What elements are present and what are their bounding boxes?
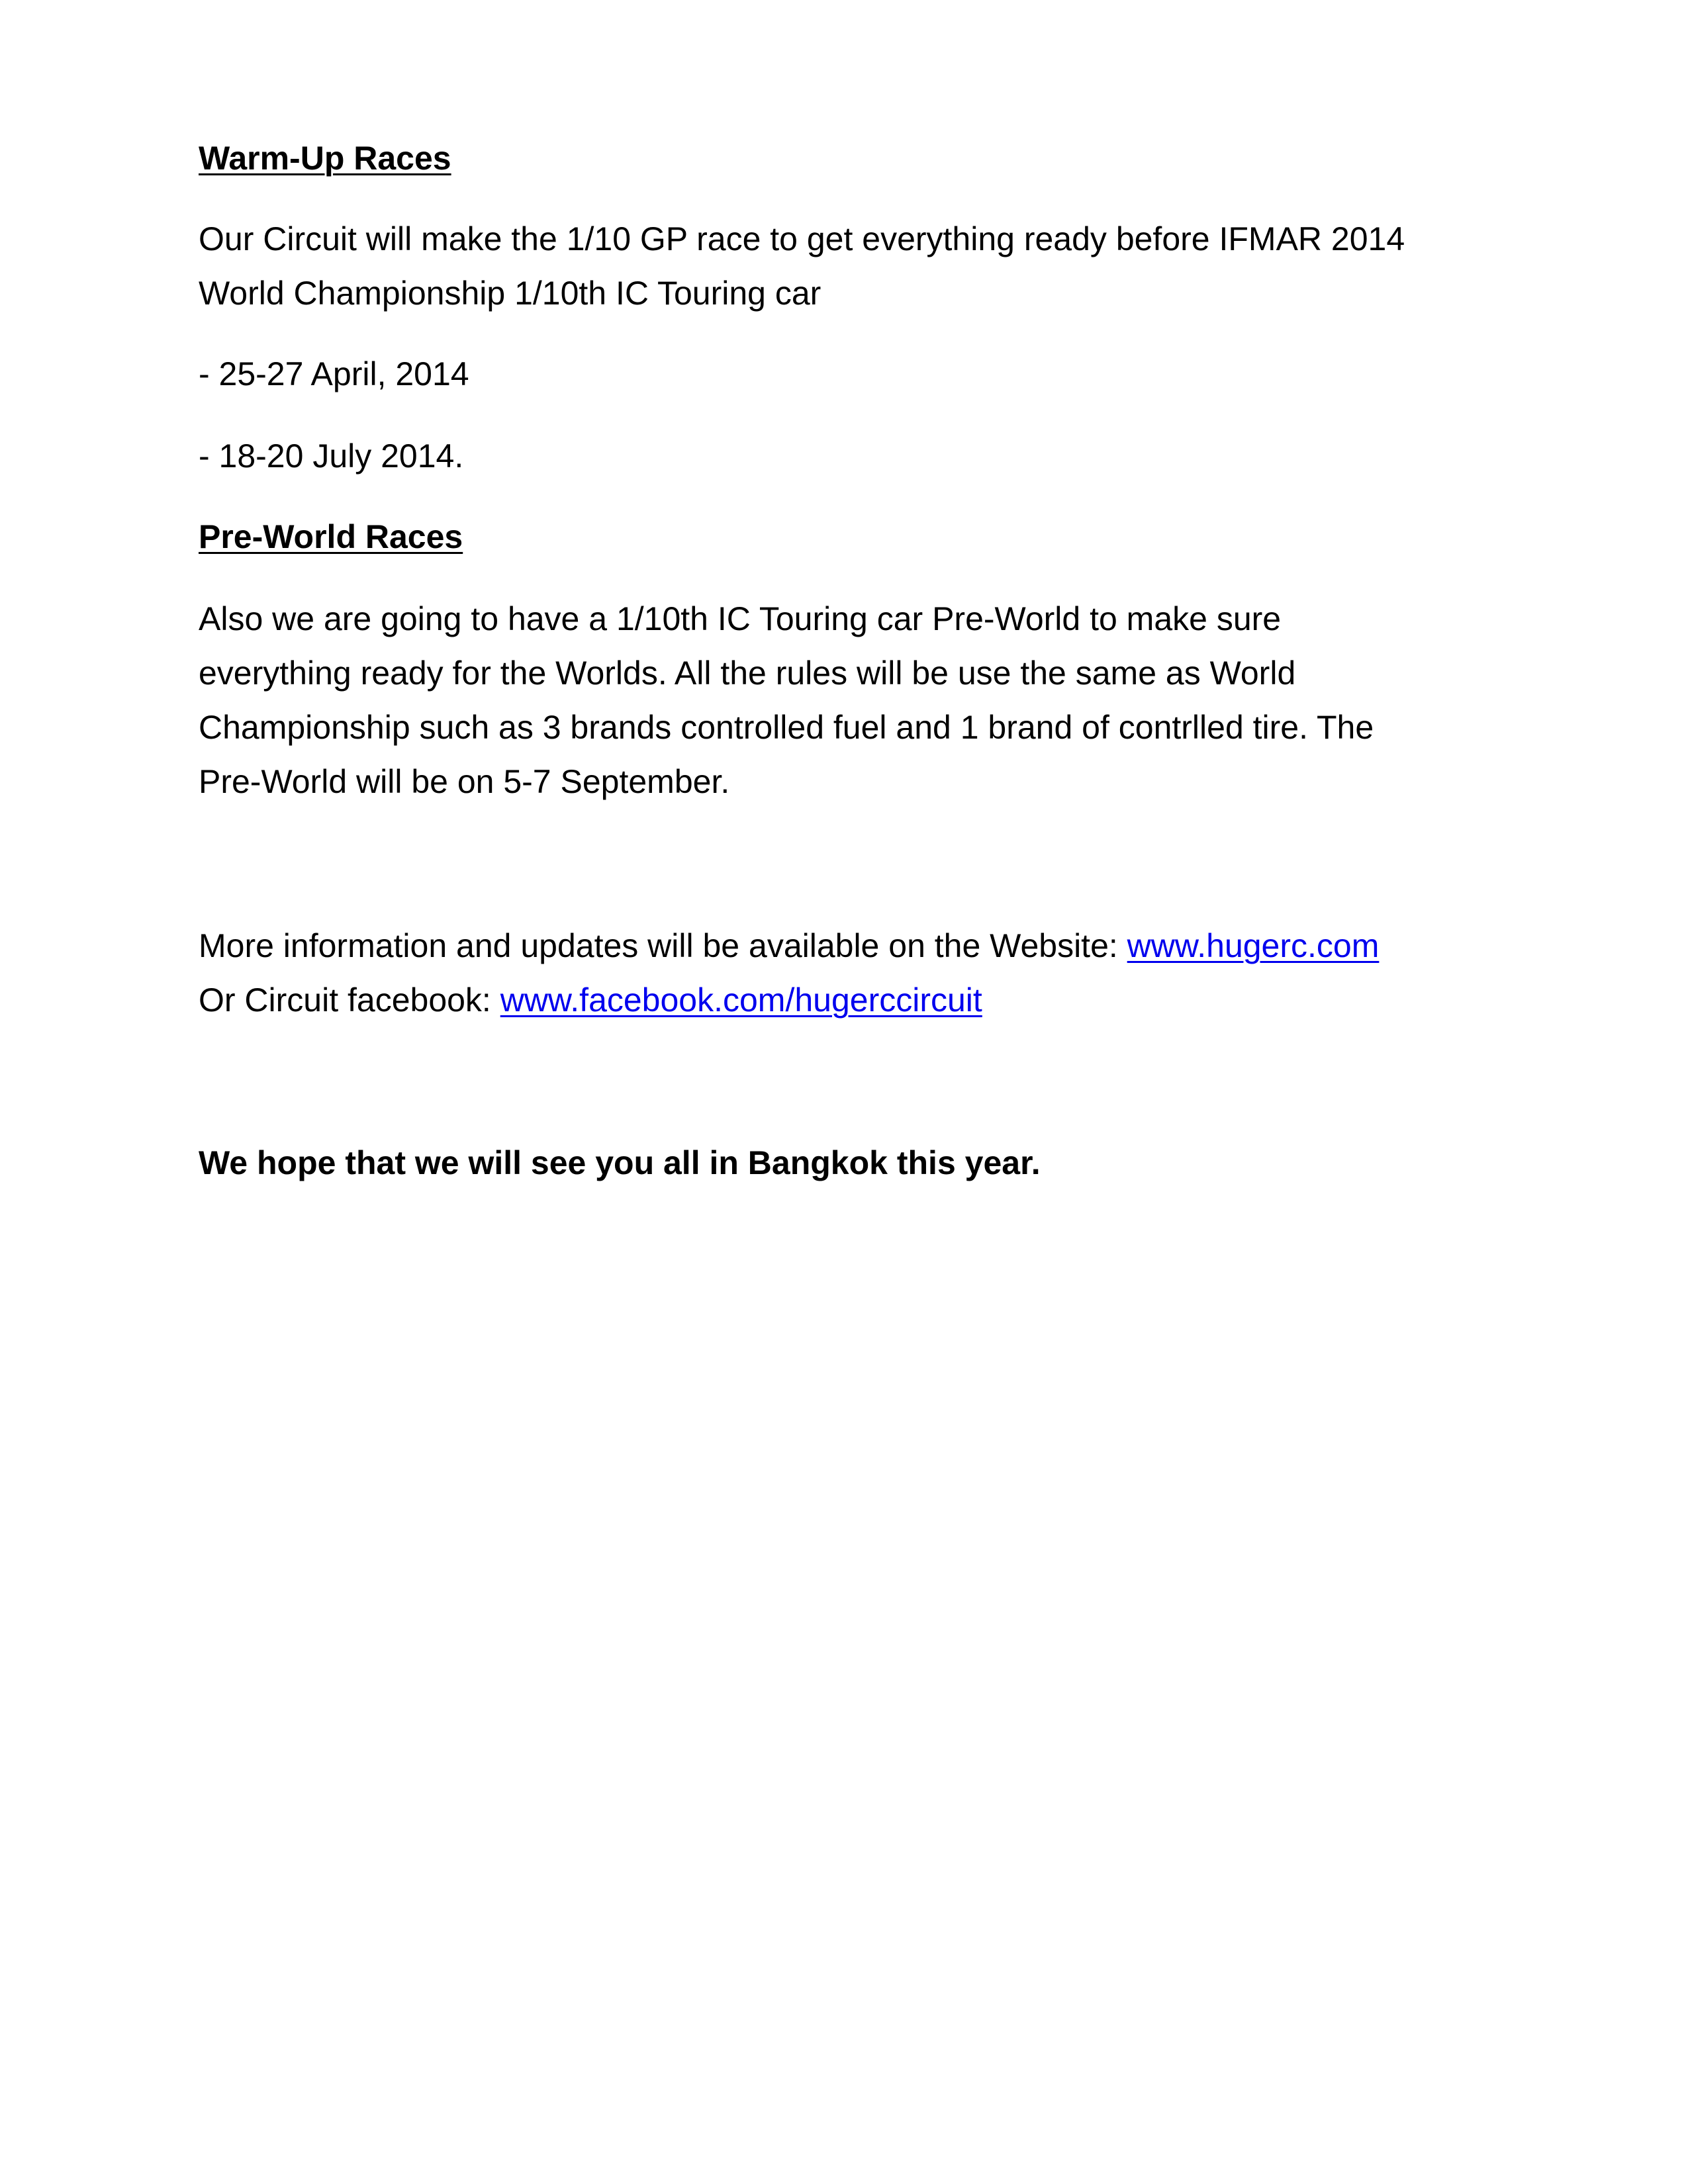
warmup-heading: Warm-Up Races [199,140,451,177]
warmup-date-1: - 25-27 April, 2014 [199,355,469,392]
facebook-prefix: Or Circuit facebook: [199,981,500,1019]
warmup-date-2: - 18-20 July 2014. [199,437,464,475]
warmup-intro [199,212,1509,320]
preworld-line-3: Championship such as 3 brands controlled fuel and 1 brand of contrlled tire. The [199,709,1374,746]
website-link[interactable]: www.hugerc.com [1127,927,1380,964]
preworld-line-2: everything ready for the Worlds. All the rules will be use the same as World [199,655,1296,692]
preworld-heading: Pre-World Races [199,518,463,555]
info-paragraph [199,919,1509,1027]
warmup-intro-line-1: Our Circuit will make the 1/10 GP race to get everything ready before IFMAR 2014 [199,220,1405,257]
facebook-link[interactable]: www.facebook.com/hugerccircuit [500,981,982,1019]
website-line [199,919,1509,973]
preworld-line-1: Also we are going to have a 1/10th IC Touring car Pre-World to make sure [199,600,1282,637]
preworld-line-4: Pre-World will be on 5-7 September. [199,763,730,800]
warmup-intro-line-2: World Championship 1/10th IC Touring car [199,275,821,312]
closing-statement: We hope that we will see you all in Bangkok this year. [199,1144,1041,1181]
website-prefix: More information and updates will be available on the Website: [199,927,1127,964]
preworld-paragraph [199,592,1509,809]
facebook-line [199,973,1509,1027]
